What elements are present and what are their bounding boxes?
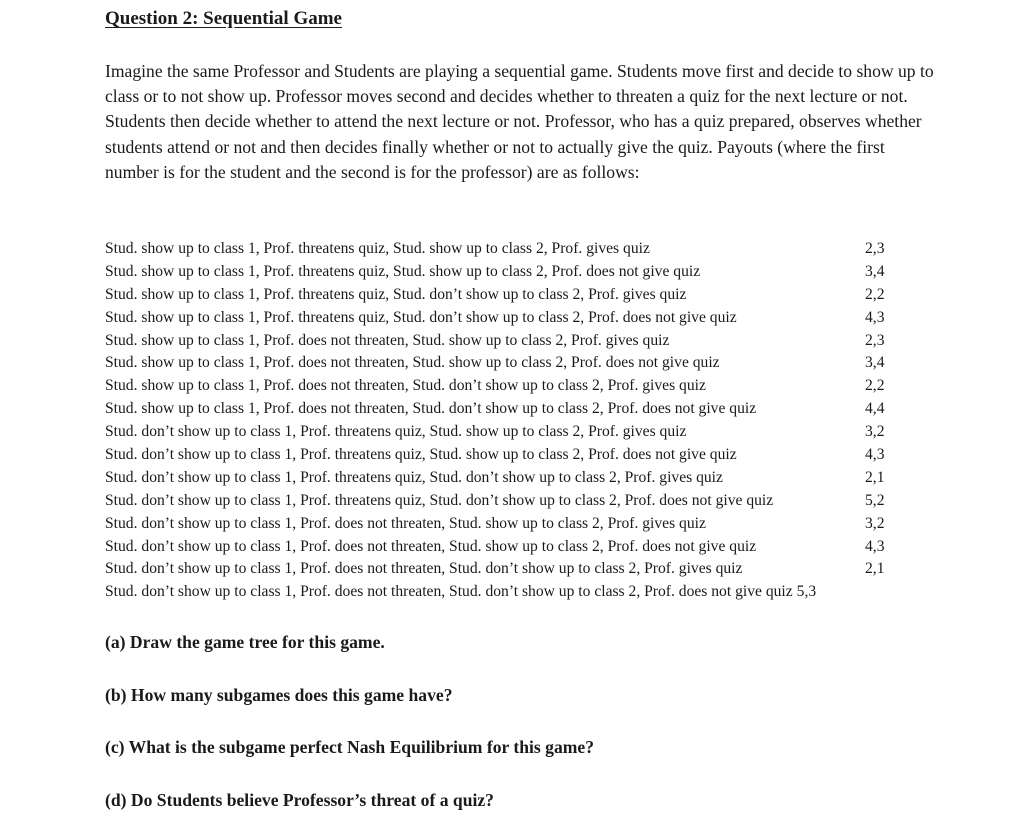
payoff-description: Stud. show up to class 1, Prof. does not threaten, Stud. don’t show up to class 2, Prof. gives quiz: [105, 377, 706, 395]
payoff-description: Stud. don’t show up to class 1, Prof. does not threaten, Stud. show up to class 2, Prof. gives quiz: [105, 514, 706, 532]
payoff-description: Stud. show up to class 1, Prof. does not threaten, Stud. don’t show up to class 2, Prof. does not give quiz: [105, 400, 757, 418]
payoff-row: [105, 307, 905, 330]
payoff-description: Stud. show up to class 1, Prof. threatens quiz, Stud. don’t show up to class 2, Prof. gives quiz: [105, 285, 687, 303]
payoff-value: 3,2: [865, 514, 885, 532]
payoff-value: 4,4: [865, 400, 885, 418]
payoff-row: [105, 398, 905, 421]
payoff-row: [105, 558, 905, 581]
payoff-description: Stud. don’t show up to class 1, Prof. does not threaten, Stud. show up to class 2, Prof. does not give quiz: [105, 537, 757, 555]
payoff-value: 4,3: [865, 308, 885, 326]
payoff-row: [105, 330, 905, 353]
payoff-row: [105, 581, 905, 604]
payoff-row: [105, 375, 905, 398]
payoff-row: [105, 421, 905, 444]
payoff-value: 2,2: [865, 377, 885, 395]
question-d: (d) Do Students believe Professor’s threat of a quiz?: [105, 790, 494, 810]
payoff-row: [105, 467, 905, 490]
question-a: (a) Draw the game tree for this game.: [105, 632, 385, 652]
payoff-row: [105, 513, 905, 536]
payoff-description: Stud. show up to class 1, Prof. threatens quiz, Stud. don’t show up to class 2, Prof. does not give quiz: [105, 308, 737, 326]
payoff-value: 3,2: [865, 423, 885, 441]
payoff-description: Stud. don’t show up to class 1, Prof. threatens quiz, Stud. show up to class 2, Prof. does not give quiz: [105, 446, 737, 464]
page-title: Question 2: Sequential Game: [105, 8, 342, 29]
payoff-value: 4,3: [865, 446, 885, 464]
question-b: (b) How many subgames does this game have?: [105, 685, 453, 705]
payoff-description: Stud. show up to class 1, Prof. does not threaten, Stud. show up to class 2, Prof. does not give quiz: [105, 354, 720, 372]
payoff-value: 5,3: [796, 583, 817, 601]
payoff-row: [105, 352, 905, 375]
payoff-value: 3,4: [865, 354, 885, 372]
payoff-description: Stud. don’t show up to class 1, Prof. does not threaten, Stud. don’t show up to class 2, Prof. does not give quiz: [105, 583, 793, 601]
payoff-description: Stud. show up to class 1, Prof. threatens quiz, Stud. show up to class 2, Prof. gives quiz: [105, 240, 650, 257]
payoff-row: [105, 536, 905, 559]
payoff-description: Stud. don’t show up to class 1, Prof. threatens quiz, Stud. don’t show up to class 2, Prof. does not give quiz: [105, 491, 774, 509]
payoff-description: Stud. show up to class 1, Prof. does not threaten, Stud. show up to class 2, Prof. gives quiz: [105, 331, 670, 349]
payoff-row: [105, 490, 905, 513]
payoff-value: 2,3: [865, 240, 885, 257]
payoff-row: [105, 261, 905, 284]
payoff-description: Stud. don’t show up to class 1, Prof. threatens quiz, Stud. show up to class 2, Prof. gives quiz: [105, 423, 687, 441]
payoff-value: 2,1: [865, 468, 885, 486]
payoff-description: Stud. don’t show up to class 1, Prof. does not threaten, Stud. don’t show up to class 2, Prof. gives quiz: [105, 560, 743, 578]
payoff-value: 3,4: [865, 262, 885, 280]
payoff-value: 2,1: [865, 560, 885, 578]
payoff-value: 5,2: [865, 491, 885, 509]
payoff-row: [105, 238, 905, 261]
payoff-row: [105, 284, 905, 307]
payoff-value: 4,3: [865, 537, 885, 555]
payoff-value: 2,2: [865, 285, 885, 303]
payoff-description: Stud. don’t show up to class 1, Prof. threatens quiz, Stud. don’t show up to class 2, Prof. gives quiz: [105, 468, 723, 486]
payoff-description: Stud. show up to class 1, Prof. threatens quiz, Stud. show up to class 2, Prof. does not give quiz: [105, 262, 701, 280]
payoff-value: 2,3: [865, 331, 885, 349]
payoff-row: [105, 444, 905, 467]
intro-paragraph: Imagine the same Professor and Students are playing a sequential game. Students move first and decide to show up to class or to not show up. Professor moves second and decides whether to threaten a quiz for the next lecture or not. Students then decide whether to attend the next lecture or not. Professor, who has a quiz prepared, observes whether students attend or not and then decides finally whether or not to actually give the quiz. Payouts (where the first number is for the student and the second is for the professor) are as follows:: [105, 61, 934, 182]
payoff-table: [105, 238, 905, 604]
question-c: (c) What is the subgame perfect Nash Equilibrium for this game?: [105, 737, 595, 757]
